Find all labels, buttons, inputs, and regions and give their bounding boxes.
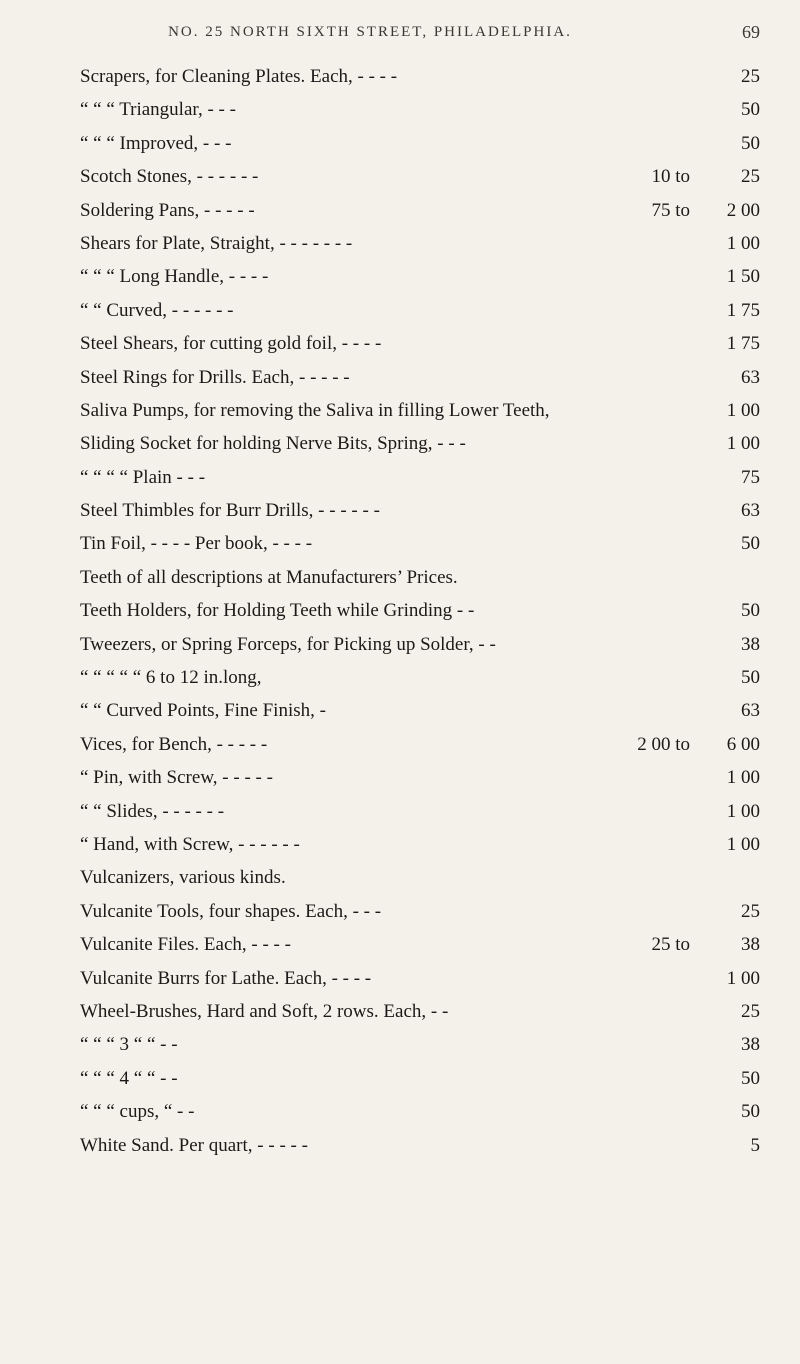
item-description: “ “ “ Improved, - - - <box>80 132 232 154</box>
price-list-item <box>80 527 760 560</box>
item-price: 5 <box>750 1134 760 1156</box>
item-price: 6 00 <box>726 733 760 755</box>
item-description: Tin Foil, - - - - Per book, - - - - <box>80 533 313 555</box>
price-list-item <box>80 60 760 93</box>
item-price-range: 2 00 to <box>637 733 690 755</box>
price-list-item <box>80 1028 760 1061</box>
item-description: Saliva Pumps, for removing the Saliva in filling Lower Teeth, <box>80 399 550 421</box>
item-price: 1 00 <box>726 232 760 254</box>
item-price: 25 <box>741 1000 760 1022</box>
item-price-range: 75 to <box>651 199 690 221</box>
item-price: 63 <box>741 366 760 388</box>
price-list-item <box>80 928 760 961</box>
price-list-item <box>80 828 760 861</box>
item-price: 50 <box>741 99 760 121</box>
item-description: Scotch Stones, - - - - - - <box>80 166 259 188</box>
item-description: “ “ “ “ Plain - - - <box>80 466 206 488</box>
item-description: “ “ Slides, - - - - - - <box>80 800 225 822</box>
item-description: Sliding Socket for holding Nerve Bits, Spring, - - - <box>80 433 466 455</box>
item-description: Teeth of all descriptions at Manufacturers’ Prices. <box>80 566 458 588</box>
price-list-item <box>80 661 760 694</box>
item-price: 38 <box>741 633 760 655</box>
item-description: “ “ “ Triangular, - - - <box>80 99 236 121</box>
price-list-item <box>80 1095 760 1128</box>
item-price: 25 <box>741 66 760 87</box>
item-price: 1 75 <box>726 299 760 321</box>
price-list-item <box>80 795 760 828</box>
item-description: Soldering Pans, - - - - - <box>80 199 255 221</box>
price-list-item <box>80 394 760 427</box>
item-description: “ Pin, with Screw, - - - - - <box>80 767 273 789</box>
price-list-item <box>80 962 760 995</box>
price-list-item <box>80 494 760 527</box>
price-list-item <box>80 361 760 394</box>
item-description: Vulcanite Files. Each, - - - - <box>80 934 291 956</box>
item-description: Tweezers, or Spring Forceps, for Picking up Solder, - - <box>80 633 496 655</box>
price-list-item <box>80 694 760 727</box>
price-list-item <box>80 895 760 928</box>
price-list-item <box>80 427 760 460</box>
price-list <box>80 60 760 1162</box>
price-list-item <box>80 594 760 627</box>
item-description: White Sand. Per quart, - - - - - <box>80 1134 308 1156</box>
item-description: Vulcanizers, various kinds. <box>80 867 286 889</box>
item-price: 1 00 <box>726 833 760 855</box>
price-list-item <box>80 127 760 160</box>
price-list-item <box>80 561 760 594</box>
item-description: “ “ “ “ “ 6 to 12 in.long, <box>80 667 262 689</box>
item-price: 75 <box>741 466 760 488</box>
item-price: 63 <box>741 700 760 722</box>
item-description: “ “ “ cups, “ - - <box>80 1101 195 1123</box>
item-description: “ “ “ 4 “ “ - - <box>80 1067 178 1089</box>
item-price: 1 75 <box>726 333 760 355</box>
running-title: NO. 25 NORTH SIXTH STREET, PHILADELPHIA. <box>168 24 572 40</box>
item-description: Steel Rings for Drills. Each, - - - - - <box>80 366 350 388</box>
item-price-range: 25 to <box>651 934 690 956</box>
price-list-item <box>80 194 760 227</box>
price-list-item <box>80 294 760 327</box>
item-description: “ “ “ Long Handle, - - - - <box>80 266 269 288</box>
item-description: “ “ “ 3 “ “ - - <box>80 1034 178 1056</box>
page-number: 69 <box>742 22 760 42</box>
price-list-item <box>80 227 760 260</box>
item-price: 1 50 <box>726 266 760 288</box>
item-description: “ “ Curved Points, Fine Finish, - <box>80 700 326 722</box>
item-description: Scrapers, for Cleaning Plates. Each, - - - - <box>80 66 398 87</box>
page-header <box>60 12 760 52</box>
price-list-item <box>80 1129 760 1162</box>
item-description: Wheel-Brushes, Hard and Soft, 2 rows. Each, - - <box>80 1000 449 1022</box>
item-price: 50 <box>741 1067 760 1089</box>
price-list-item <box>80 461 760 494</box>
item-price: 50 <box>741 600 760 622</box>
item-description: Vulcanite Burrs for Lathe. Each, - - - - <box>80 967 372 989</box>
item-price: 50 <box>741 533 760 555</box>
price-list-item <box>80 995 760 1028</box>
item-price: 50 <box>741 667 760 689</box>
item-price: 50 <box>741 1101 760 1123</box>
item-price: 2 00 <box>726 199 760 221</box>
price-list-item <box>80 761 760 794</box>
price-list-item <box>80 728 760 761</box>
item-description: Teeth Holders, for Holding Teeth while Grinding - - <box>80 600 475 622</box>
item-description: Steel Thimbles for Burr Drills, - - - - - - <box>80 500 380 522</box>
price-list-item <box>80 260 760 293</box>
item-price: 38 <box>741 1034 760 1056</box>
item-price: 50 <box>741 132 760 154</box>
price-list-item <box>80 628 760 661</box>
item-description: Shears for Plate, Straight, - - - - - - - <box>80 232 353 254</box>
item-description: “ Hand, with Screw, - - - - - - <box>80 833 300 855</box>
price-list-item <box>80 327 760 360</box>
item-price: 1 00 <box>726 800 760 822</box>
price-list-item <box>80 861 760 894</box>
item-description: “ “ Curved, - - - - - - <box>80 299 234 321</box>
item-description: Vulcanite Tools, four shapes. Each, - - - <box>80 900 382 922</box>
price-list-item <box>80 160 760 193</box>
item-price: 1 00 <box>726 433 760 455</box>
item-price: 1 00 <box>726 399 760 421</box>
item-price: 1 00 <box>726 767 760 789</box>
item-price-range: 10 to <box>651 166 690 188</box>
item-price: 25 <box>741 900 760 922</box>
item-price: 1 00 <box>726 967 760 989</box>
item-description: Vices, for Bench, - - - - - <box>80 733 268 755</box>
item-description: Steel Shears, for cutting gold foil, - - - - <box>80 333 382 355</box>
price-list-item <box>80 93 760 126</box>
item-price: 38 <box>741 934 760 956</box>
item-price: 63 <box>741 500 760 522</box>
item-price: 25 <box>741 166 760 188</box>
price-list-item <box>80 1062 760 1095</box>
